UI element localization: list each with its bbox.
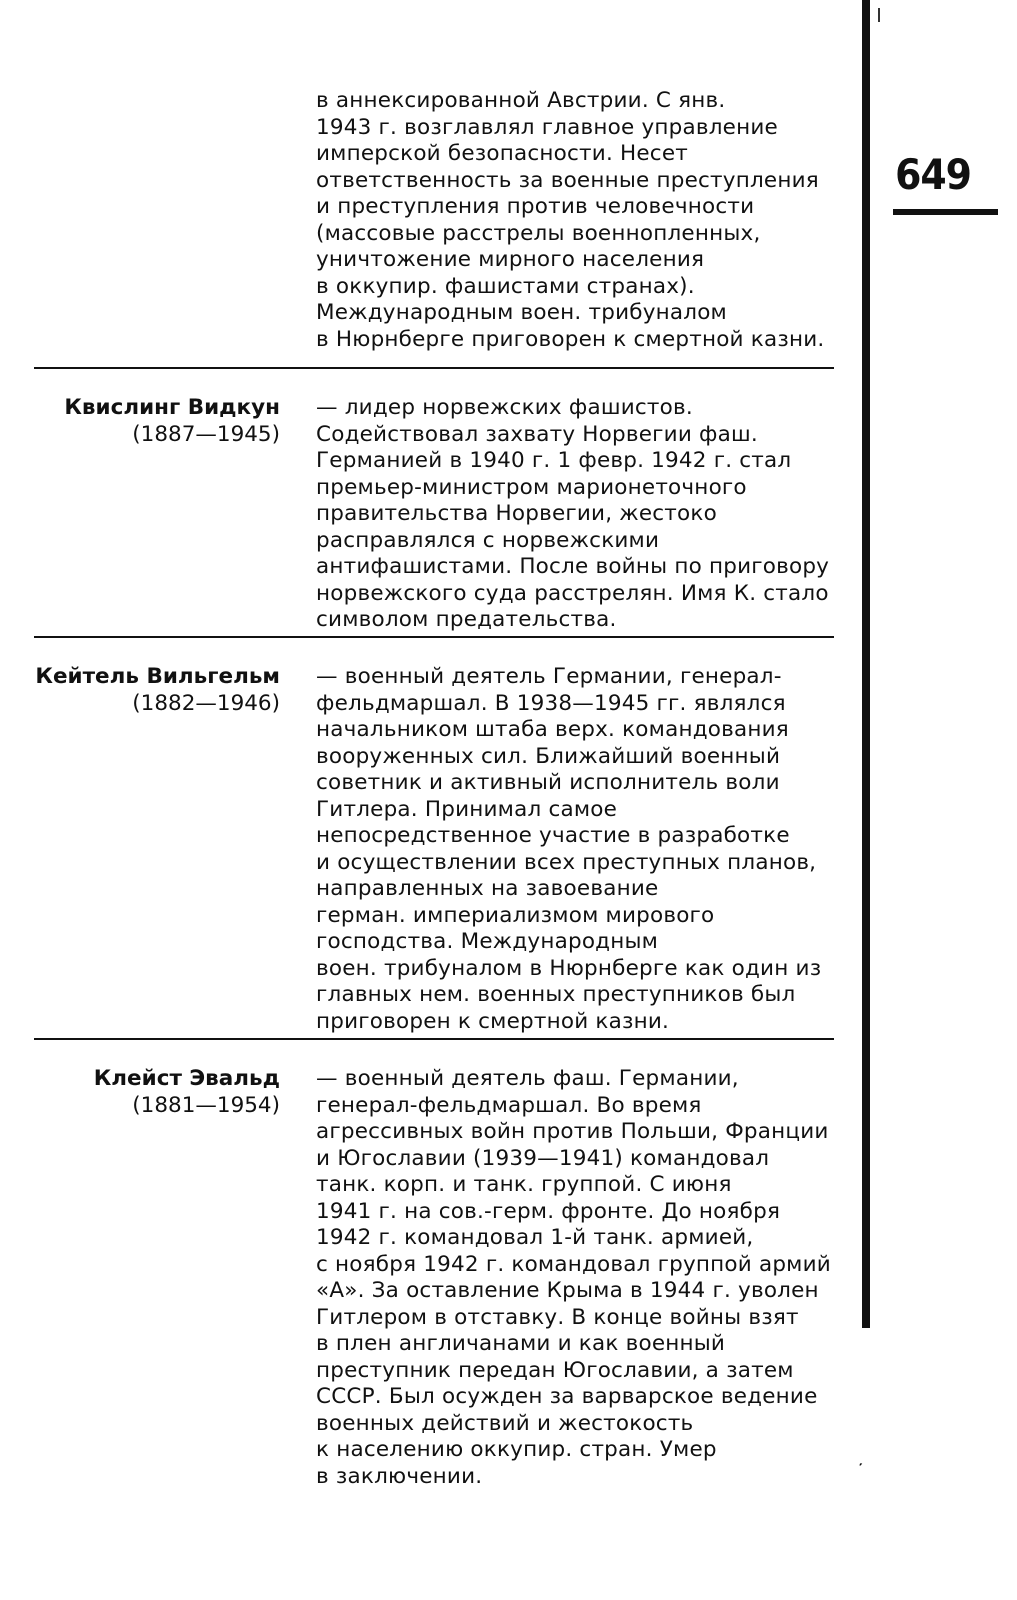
text-line: — лидер норвежских фашистов.: [316, 395, 693, 420]
entry-name: Кейтель Вильгельм: [35, 664, 280, 689]
text-line: Содействовал захвату Норвегии фаш.: [316, 421, 758, 447]
intro-text: [316, 88, 840, 353]
entry-divider: [34, 1038, 834, 1040]
text-line: 1942 г. командовал 1-й танк. армией,: [316, 1225, 754, 1250]
text-line: расправлялся с норвежскими: [316, 527, 660, 553]
text-line: и Югославии (1939—1941) командовал: [316, 1145, 770, 1171]
entry-name: Клейст Эвальд: [93, 1066, 280, 1091]
text-line: в плен англичанами и как военный: [316, 1331, 726, 1356]
text-line: правительства Норвегии, жестоко: [316, 501, 717, 526]
text-line: «А». За оставление Крыма в 1944 г. уволен: [316, 1278, 819, 1303]
page-number-rule: [893, 209, 998, 215]
text-line: Гитлера. Принимал самое: [316, 796, 618, 822]
text-line: в оккупир. фашистами странах).: [316, 273, 695, 299]
text-line: начальником штаба верх. командования: [316, 717, 789, 742]
margin-mark: [878, 8, 880, 22]
text-line: в Нюрнберге приговорен к смертной казни.: [316, 326, 825, 352]
entry-divider: [34, 636, 834, 638]
text-line: в заключении.: [316, 1463, 483, 1489]
entry-name: Квислинг Видкун: [64, 395, 280, 420]
text-line: имперской безопасности. Несет: [316, 141, 688, 166]
text-line: главных нем. военных преступников был: [316, 982, 796, 1007]
text-line: воен. трибуналом в Нюрнберге как один из: [316, 955, 822, 981]
text-line: танк. корп. и танк. группой. С июня: [316, 1172, 732, 1197]
text-line: СССР. Был осужден за варварское ведение: [316, 1384, 818, 1409]
entry-years: (1882—1946): [132, 690, 280, 716]
text-line: преступник передан Югославии, а затем: [316, 1357, 794, 1383]
text-line: к населению оккупир. стран. Умер: [316, 1437, 717, 1462]
text-line: с ноября 1942 г. командовал группой армий: [316, 1251, 831, 1277]
entry-divider: [34, 367, 834, 369]
text-line: норвежского суда расстрелян. Имя К. стало: [316, 580, 829, 606]
text-line: и осуществлении всех преступных планов,: [316, 849, 817, 875]
page-number: 649: [895, 150, 971, 199]
entry-heading: [30, 395, 280, 448]
text-line: непосредственное участие в разработке: [316, 823, 790, 848]
text-line: символом предательства.: [316, 607, 617, 632]
text-line: герман. империализмом мирового: [316, 902, 715, 928]
text-line: Международным воен. трибуналом: [316, 300, 727, 325]
text-line: 1943 г. возглавлял главное управление: [316, 114, 778, 140]
text-line: уничтожение мирного населения: [316, 247, 705, 272]
text-line: приговорен к смертной казни.: [316, 1008, 670, 1034]
text-line: (массовые расстрелы военнопленных,: [316, 220, 761, 246]
text-line: и преступления против человечности: [316, 194, 755, 219]
text-line: вооруженных сил. Ближайший военный: [316, 743, 781, 769]
text-line: фельдмаршал. В 1938—1945 гг. являлся: [316, 690, 786, 716]
entry-heading: [30, 1066, 280, 1119]
entry-body: [316, 664, 840, 1035]
text-line: — военный деятель фаш. Германии,: [316, 1066, 739, 1091]
text-line: ответственность за военные преступления: [316, 167, 819, 193]
entry-body: [316, 395, 840, 634]
entry-years: (1887—1945): [132, 421, 280, 447]
entry-years: (1881—1954): [132, 1092, 280, 1118]
text-line: советник и активный исполнитель воли: [316, 770, 780, 795]
text-line: генерал-фельдмаршал. Во время: [316, 1092, 702, 1118]
text-line: в аннексированной Австрии. С янв.: [316, 88, 726, 113]
text-line: Германией в 1940 г. 1 февр. 1942 г. стал: [316, 448, 792, 473]
entry-body: [316, 1066, 840, 1490]
margin-rule: [862, 0, 870, 1328]
text-line: премьер-министром марионеточного: [316, 474, 747, 500]
text-line: военных действий и жестокость: [316, 1410, 694, 1436]
text-line: господства. Международным: [316, 929, 659, 954]
text-line: направленных на завоевание: [316, 876, 659, 901]
text-line: агрессивных войн против Польши, Франции: [316, 1119, 829, 1144]
text-line: антифашистами. После войны по приговору: [316, 554, 830, 579]
text-line: — военный деятель Германии, генерал-: [316, 664, 782, 689]
entry-heading: [30, 664, 280, 717]
text-line: Гитлером в отставку. В конце войны взят: [316, 1304, 799, 1330]
text-line: 1941 г. на сов.-герм. фронте. До ноября: [316, 1198, 781, 1224]
